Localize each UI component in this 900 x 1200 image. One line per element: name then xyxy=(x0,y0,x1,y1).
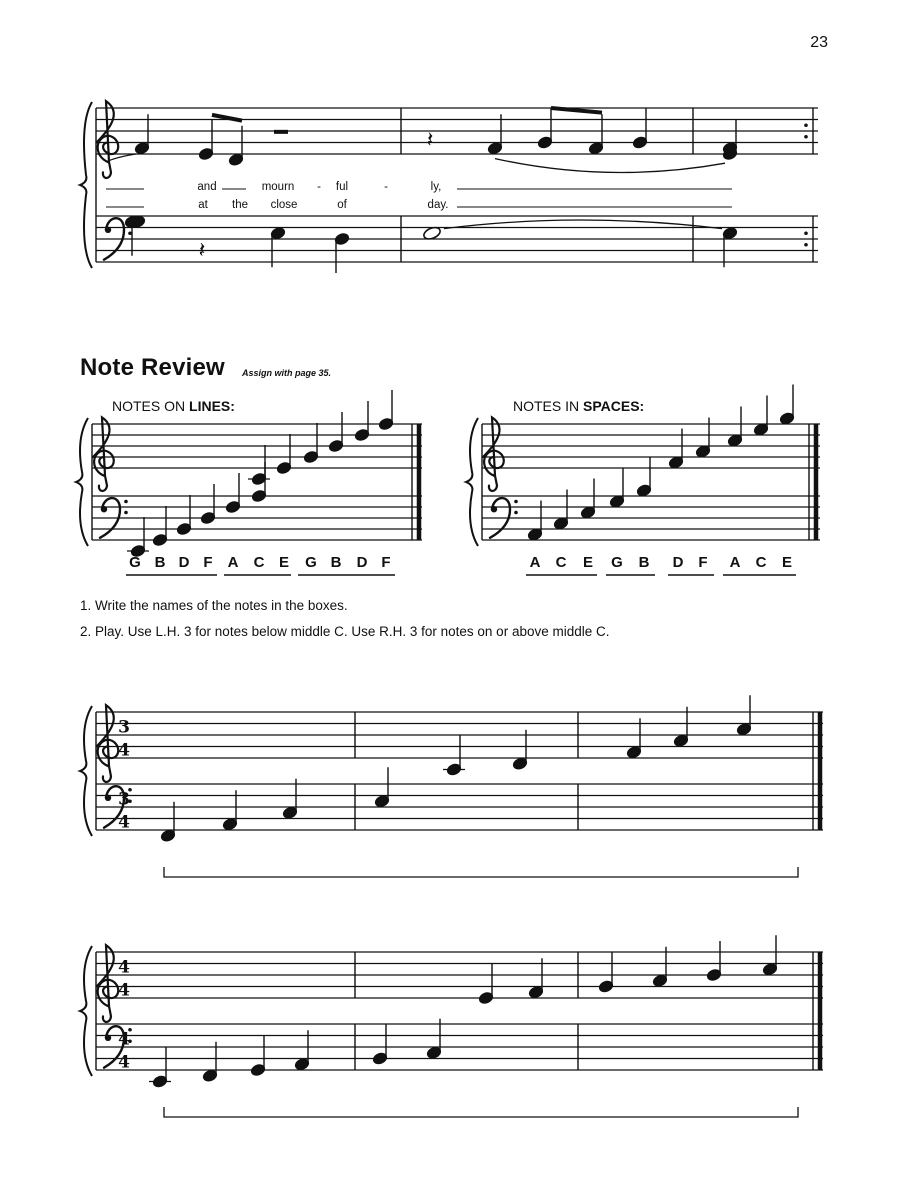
half-rest xyxy=(274,130,288,134)
note xyxy=(636,457,651,498)
note-letter: F xyxy=(698,554,708,571)
note xyxy=(598,953,613,994)
note xyxy=(282,779,297,820)
note xyxy=(673,707,688,748)
time-signature-top: 3 xyxy=(118,717,130,738)
note-letter: G xyxy=(129,554,141,571)
note xyxy=(512,730,527,771)
treble-clef xyxy=(97,101,119,178)
note xyxy=(250,1036,265,1077)
bass-clef-dot xyxy=(491,506,497,512)
note-letter: A xyxy=(529,554,541,571)
note-letter: E xyxy=(781,554,792,571)
note-letter: B xyxy=(154,554,166,571)
time-signature-bottom: 4 xyxy=(118,1052,130,1073)
brace xyxy=(76,418,88,546)
assign-note: Assign with page 35. xyxy=(242,368,332,378)
bass-clef-dot xyxy=(105,227,111,233)
quarter-rest: 𝄽 xyxy=(198,238,206,264)
note xyxy=(152,506,167,547)
quarter-rest: 𝄽 xyxy=(426,128,434,154)
note-letter: C xyxy=(253,554,265,571)
lyric-word: ful xyxy=(335,181,349,193)
repeat-dot xyxy=(804,135,808,139)
note xyxy=(303,423,318,464)
time-signature-bottom: 4 xyxy=(118,740,130,761)
note xyxy=(706,941,721,982)
lyric-word: at xyxy=(198,199,208,211)
note xyxy=(652,947,667,988)
note xyxy=(478,964,493,1005)
note-letter: E xyxy=(278,554,289,571)
bass-clef-dot xyxy=(514,511,518,515)
note-letter: D xyxy=(672,554,684,571)
answer-bracket xyxy=(164,867,798,877)
note xyxy=(202,1042,217,1083)
time-signature-bottom: 4 xyxy=(118,812,130,833)
note xyxy=(762,935,777,976)
note-letter: D xyxy=(356,554,368,571)
bass-clef-dot xyxy=(105,795,111,801)
bass-clef-dot xyxy=(124,511,128,515)
repeat-dot xyxy=(804,123,808,127)
note-letter: A xyxy=(729,554,741,571)
note xyxy=(609,468,624,509)
note xyxy=(270,227,285,268)
note xyxy=(176,495,191,536)
page-number: 23 xyxy=(810,34,828,51)
lyric-word: and xyxy=(197,181,217,193)
brace xyxy=(80,706,92,836)
note-letter: E xyxy=(582,554,593,571)
note xyxy=(722,227,737,268)
note xyxy=(779,385,794,426)
note xyxy=(160,802,175,843)
note xyxy=(443,736,465,777)
note xyxy=(276,434,291,475)
note xyxy=(727,407,742,448)
repeat-dot xyxy=(804,243,808,247)
treble-clef xyxy=(97,945,119,1022)
brace xyxy=(466,418,478,546)
time-signature-bottom: 4 xyxy=(118,980,130,1001)
lyric-word: day. xyxy=(427,199,449,211)
note-letter: G xyxy=(305,554,317,571)
note xyxy=(626,718,641,759)
lyric-word: mourn xyxy=(261,181,295,193)
treble-clef xyxy=(483,417,504,491)
note xyxy=(372,1025,387,1066)
time-signature-top: 4 xyxy=(118,957,130,978)
lyric-hyphen: - xyxy=(317,181,321,193)
note xyxy=(528,958,543,999)
treble-clef xyxy=(97,705,119,782)
note xyxy=(228,126,243,167)
note xyxy=(354,401,369,442)
note xyxy=(426,1019,441,1060)
note xyxy=(127,517,149,558)
treble-clef xyxy=(93,417,114,491)
note xyxy=(248,445,270,486)
notes-in-spaces-label: NOTES IN SPACES: xyxy=(513,398,645,414)
note-letter: F xyxy=(203,554,213,571)
note-letter: F xyxy=(381,554,391,571)
note xyxy=(198,120,213,161)
bass-clef-dot xyxy=(124,500,128,504)
bass-clef-dot xyxy=(128,231,132,235)
note-letter: B xyxy=(638,554,650,571)
note xyxy=(134,114,149,155)
repeat-dot xyxy=(804,231,808,235)
slur xyxy=(495,159,725,173)
note-letter: B xyxy=(330,554,342,571)
lyric-word: close xyxy=(270,199,298,211)
section-title: Note Review xyxy=(80,354,225,381)
instruction-1: 1. Write the names of the notes in the boxes. xyxy=(80,598,348,613)
note-letter: C xyxy=(755,554,767,571)
note xyxy=(328,412,343,453)
time-signature-top: 4 xyxy=(118,1029,130,1050)
lyric-hyphen: - xyxy=(384,181,388,193)
lyric-word: the xyxy=(232,199,248,211)
notes-on-lines-label: NOTES ON LINES: xyxy=(112,398,235,414)
brace xyxy=(80,102,92,268)
note xyxy=(537,109,552,150)
note xyxy=(374,767,389,808)
note xyxy=(487,114,502,155)
instruction-2: 2. Play. Use L.H. 3 for notes below middle C. Use R.H. 3 for notes on or above middle C. xyxy=(80,624,610,639)
note xyxy=(580,479,595,520)
note xyxy=(588,114,603,155)
beam xyxy=(551,108,602,113)
time-signature-top: 3 xyxy=(118,789,130,810)
lyric-word: of xyxy=(337,199,347,211)
note-letter: G xyxy=(611,554,623,571)
note xyxy=(200,484,215,525)
note xyxy=(753,396,768,437)
note xyxy=(149,1048,171,1089)
note xyxy=(334,232,349,273)
note xyxy=(225,473,240,514)
note-letter: D xyxy=(178,554,190,571)
note xyxy=(378,390,393,431)
note xyxy=(294,1030,309,1071)
bass-clef-dot xyxy=(514,500,518,504)
note xyxy=(632,109,647,150)
answer-bracket xyxy=(164,1107,798,1117)
note xyxy=(722,120,737,161)
bass-clef-dot xyxy=(105,1035,111,1041)
note xyxy=(222,790,237,831)
lyric-word: ly, xyxy=(430,181,442,193)
note-letter: A xyxy=(227,554,239,571)
brace xyxy=(80,946,92,1076)
note-letter: C xyxy=(555,554,567,571)
bass-clef-dot xyxy=(101,506,107,512)
note xyxy=(736,695,751,736)
